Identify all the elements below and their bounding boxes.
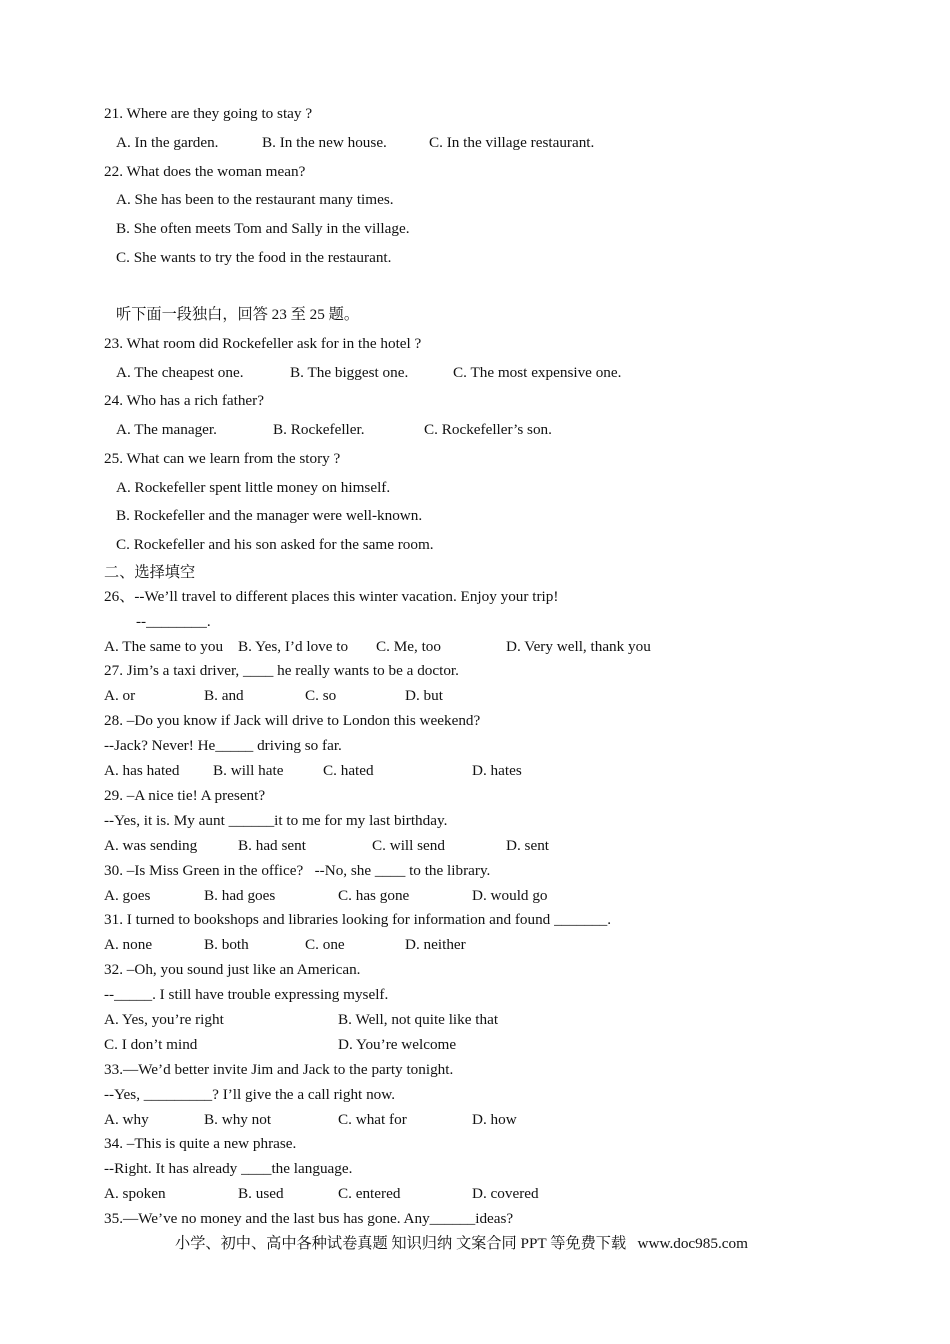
q30-option-b: B. had goes bbox=[204, 887, 276, 904]
question-31: 31. I turned to bookshops and libraries looking for information and found _______. bbox=[104, 911, 612, 928]
q26-option-b: B. Yes, I’d love to bbox=[238, 638, 349, 655]
q28-reply: --Jack? Never! He_____ driving so far. bbox=[104, 737, 342, 754]
q31-option-b: B. both bbox=[204, 936, 249, 953]
question-27: 27. Jim’s a taxi driver, ____ he really wants to be a doctor. bbox=[104, 662, 459, 679]
q27-option-c: C. so bbox=[305, 687, 337, 704]
q21-option-c: C. In the village restaurant. bbox=[429, 134, 595, 151]
q28-option-c: C. hated bbox=[323, 762, 374, 779]
q33-option-c: C. what for bbox=[338, 1111, 407, 1128]
question-32: 32. –Oh, you sound just like an American. bbox=[104, 961, 361, 978]
q23-option-b: B. The biggest one. bbox=[290, 364, 409, 381]
q32-option-a: A. Yes, you’re right bbox=[104, 1011, 224, 1028]
monologue-instruction: 听下面一段独白，回答 23 至 25 题。 bbox=[116, 306, 359, 323]
question-28: 28. –Do you know if Jack will drive to London this weekend? bbox=[104, 712, 481, 729]
q28-option-d: D. hates bbox=[472, 762, 522, 779]
section-2-heading: 二、选择填空 bbox=[104, 564, 196, 581]
q26-option-d: D. Very well, thank you bbox=[506, 638, 651, 655]
q29-option-d: D. sent bbox=[506, 837, 550, 854]
question-30: 30. –Is Miss Green in the office? --No, she ____ to the library. bbox=[104, 862, 491, 879]
q33-reply: --Yes, _________? I’ll give the a call right now. bbox=[104, 1086, 396, 1103]
question-23: 23. What room did Rockefeller ask for in the hotel ? bbox=[104, 335, 422, 352]
question-34: 34. –This is quite a new phrase. bbox=[104, 1135, 297, 1152]
q23-option-c: C. The most expensive one. bbox=[453, 364, 622, 381]
q34-reply: --Right. It has already ____the language. bbox=[104, 1160, 353, 1177]
question-29: 29. –A nice tie! A present? bbox=[104, 787, 266, 804]
q31-option-c: C. one bbox=[305, 936, 345, 953]
q24-option-b: B. Rockefeller. bbox=[273, 421, 365, 438]
q24-option-c: C. Rockefeller’s son. bbox=[424, 421, 552, 438]
question-21: 21. Where are they going to stay ? bbox=[104, 105, 313, 122]
q34-option-d: D. covered bbox=[472, 1185, 539, 1202]
question-25: 25. What can we learn from the story ? bbox=[104, 450, 341, 467]
question-35: 35.—We’ve no money and the last bus has gone. Any______ideas? bbox=[104, 1210, 514, 1227]
q29-option-a: A. was sending bbox=[104, 837, 198, 854]
q31-option-d: D. neither bbox=[405, 936, 466, 953]
q22-option-a: A. She has been to the restaurant many times. bbox=[116, 191, 394, 208]
q22-option-c: C. She wants to try the food in the restaurant. bbox=[116, 249, 392, 266]
question-24: 24. Who has a rich father? bbox=[104, 392, 264, 409]
q25-option-b: B. Rockefeller and the manager were well-known. bbox=[116, 507, 423, 524]
q34-option-a: A. spoken bbox=[104, 1185, 166, 1202]
q29-option-b: B. had sent bbox=[238, 837, 306, 854]
q32-reply: --_____. I still have trouble expressing myself. bbox=[104, 986, 389, 1003]
q27-option-d: D. but bbox=[405, 687, 443, 704]
q22-option-b: B. She often meets Tom and Sally in the village. bbox=[116, 220, 410, 237]
q27-option-a: A. or bbox=[104, 687, 136, 704]
q26-option-a: A. The same to you bbox=[104, 638, 224, 655]
q30-option-d: D. would go bbox=[472, 887, 548, 904]
q29-reply: --Yes, it is. My aunt ______it to me for my last birthday. bbox=[104, 812, 448, 829]
q32-option-d: D. You’re welcome bbox=[338, 1036, 457, 1053]
q27-option-b: B. and bbox=[204, 687, 244, 704]
q26-reply: --________. bbox=[136, 613, 211, 630]
question-22: 22. What does the woman mean? bbox=[104, 163, 306, 180]
q34-option-b: B. used bbox=[238, 1185, 284, 1202]
q25-option-c: C. Rockefeller and his son asked for the same room. bbox=[116, 536, 434, 553]
q26-option-c: C. Me, too bbox=[376, 638, 441, 655]
q30-option-c: C. has gone bbox=[338, 887, 410, 904]
q24-option-a: A. The manager. bbox=[116, 421, 217, 438]
q33-option-d: D. how bbox=[472, 1111, 517, 1128]
q21-option-b: B. In the new house. bbox=[262, 134, 387, 151]
q32-option-b: B. Well, not quite like that bbox=[338, 1011, 499, 1028]
q28-option-a: A. has hated bbox=[104, 762, 180, 779]
q29-option-c: C. will send bbox=[372, 837, 445, 854]
q28-option-b: B. will hate bbox=[213, 762, 284, 779]
q25-option-a: A. Rockefeller spent little money on himself. bbox=[116, 479, 391, 496]
q33-option-a: A. why bbox=[104, 1111, 149, 1128]
q23-option-a: A. The cheapest one. bbox=[116, 364, 244, 381]
q31-option-a: A. none bbox=[104, 936, 153, 953]
question-26: 26、--We’ll travel to different places this winter vacation. Enjoy your trip! bbox=[104, 588, 559, 605]
q21-option-a: A. In the garden. bbox=[116, 134, 219, 151]
q32-option-c: C. I don’t mind bbox=[104, 1036, 198, 1053]
q30-option-a: A. goes bbox=[104, 887, 151, 904]
q33-option-b: B. why not bbox=[204, 1111, 272, 1128]
page-footer: 小学、初中、高中各种试卷真题 知识归纳 文案合同 PPT 等免费下载 www.doc985.com bbox=[175, 1235, 748, 1252]
q34-option-c: C. entered bbox=[338, 1185, 401, 1202]
question-33: 33.—We’d better invite Jim and Jack to the party tonight. bbox=[104, 1061, 454, 1078]
